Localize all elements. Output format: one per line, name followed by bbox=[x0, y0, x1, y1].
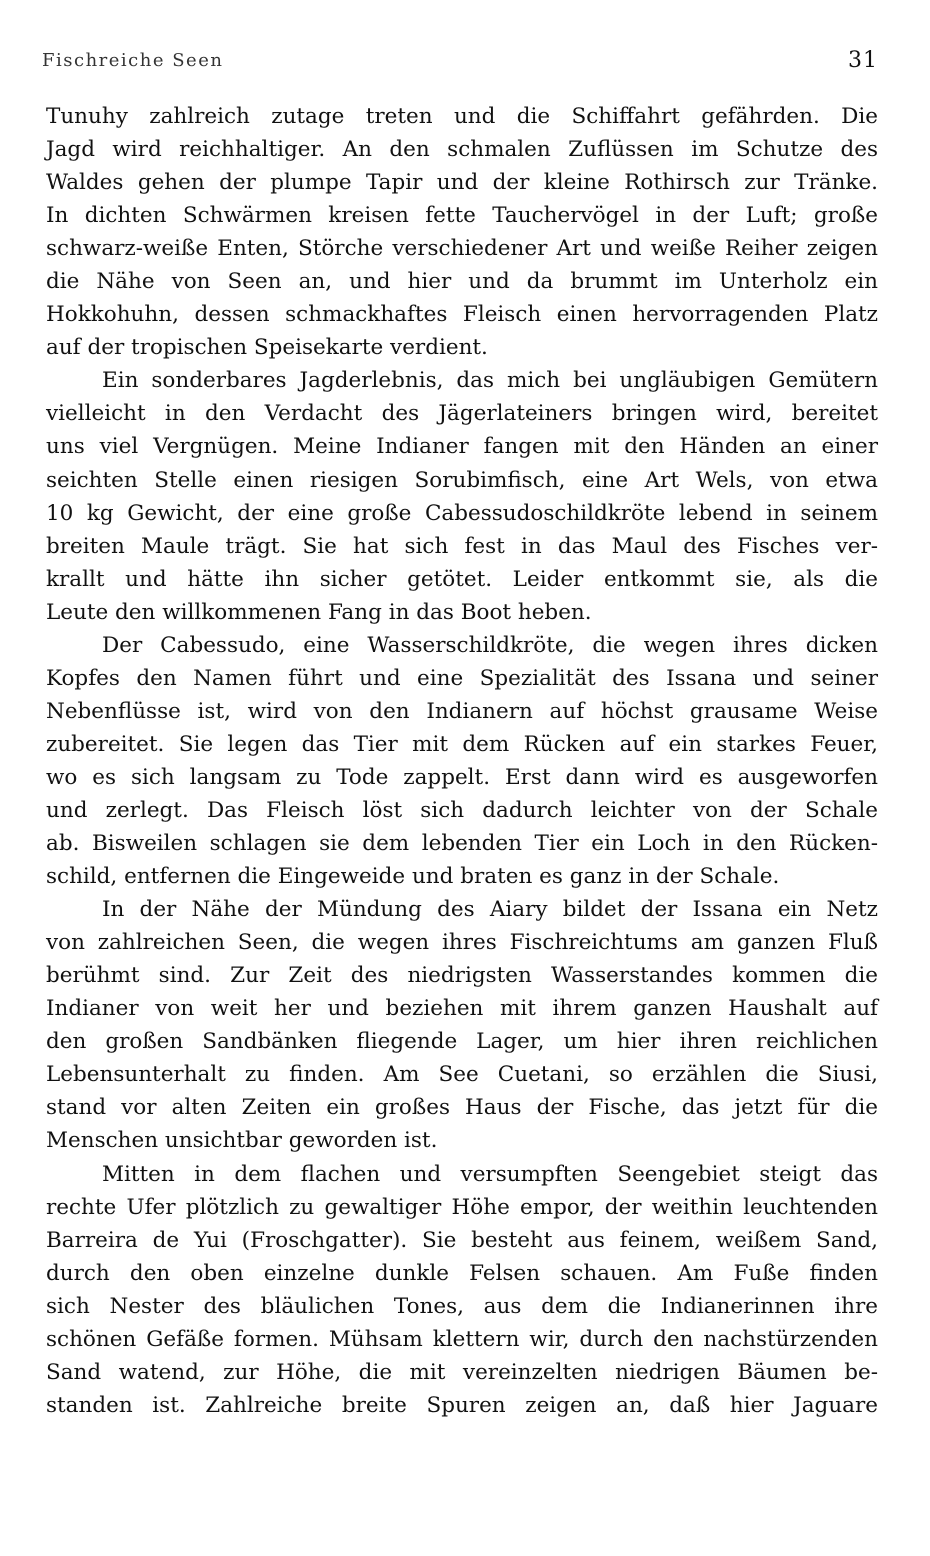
text-line: Tunuhy zahlreich zutage treten und die Schiffahrt gefährden. Die bbox=[46, 104, 878, 129]
text-line: schönen Gefäße formen. Mühsam klettern wir, durch den nachstürzenden bbox=[46, 1326, 878, 1352]
text-line: vielleicht in den Verdacht des Jägerlateiners bringen wird, bereitet bbox=[46, 401, 878, 427]
text-line: standen ist. Zahlreiche breite Spuren zeigen an, daß hier Jaguare bbox=[46, 1392, 878, 1418]
text-line: Indianer von weit her und beziehen mit ihrem ganzen Haushalt auf bbox=[46, 996, 878, 1022]
text-line: Menschen unsichtbar geworden ist. bbox=[46, 1128, 438, 1154]
text-line: schild, entfernen die Eingeweide und braten es ganz in der Schale. bbox=[46, 864, 780, 890]
text-line: Waldes gehen der plumpe Tapir und der kleine Rothirsch zur Tränke. bbox=[46, 170, 878, 196]
text-line: sich Nester des bläulichen Tones, aus dem die Indianerinnen ihre bbox=[46, 1293, 878, 1319]
paragraph bbox=[46, 1158, 878, 1422]
text-line: die Nähe von Seen an, und hier und da brummt im Unterholz ein bbox=[46, 269, 878, 295]
paragraph bbox=[46, 893, 878, 1157]
text-line: von zahlreichen Seen, die wegen ihres Fischreichtums am ganzen Fluß bbox=[46, 930, 878, 956]
text-line: schwarz-weiße Enten, Störche verschiedener Art und weiße Reiher zeigen bbox=[46, 236, 878, 262]
text-line: zubereitet. Sie legen das Tier mit dem Rücken auf ein starkes Feuer, bbox=[46, 731, 878, 757]
text-line: In der Nähe der Mündung des Aiary bildet der Issana ein Netz bbox=[102, 897, 878, 923]
text-line: Sand watend, zur Höhe, die mit vereinzelten niedrigen Bäumen be- bbox=[46, 1359, 878, 1385]
text-line: rechte Ufer plötzlich zu gewaltiger Höhe empor, der weithin leuchtenden bbox=[46, 1194, 878, 1220]
running-head-title: Fischreiche Seen bbox=[42, 50, 224, 71]
text-line: Hokkohuhn, dessen schmackhaftes Fleisch einen hervorragenden Platz bbox=[46, 302, 878, 328]
text-line: wo es sich langsam zu Tode zappelt. Erst dann wird es ausgeworfen bbox=[46, 764, 878, 790]
text-line: Leute den willkommenen Fang in das Boot heben. bbox=[46, 599, 592, 625]
text-line: und zerlegt. Das Fleisch löst sich dadurch leichter von der Schale bbox=[46, 797, 878, 823]
text-line: ab. Bisweilen schlagen sie dem lebenden Tier ein Loch in den Rücken- bbox=[46, 831, 878, 857]
text-line: Mitten in dem flachen und versumpften Seengebiet steigt das bbox=[102, 1161, 878, 1187]
text-line: Barreira de Yui (Froschgatter). Sie besteht aus feinem, weißem Sand, bbox=[46, 1227, 878, 1253]
paragraph bbox=[46, 100, 878, 364]
text-line: krallt und hätte ihn sicher getötet. Leider entkommt sie, als die bbox=[46, 566, 878, 592]
text-line: auf der tropischen Speisekarte verdient. bbox=[46, 335, 488, 361]
text-line: Kopfes den Namen führt und eine Spezialität des Issana und seiner bbox=[46, 665, 878, 691]
text-line: uns viel Vergnügen. Meine Indianer fangen mit den Händen an einer bbox=[46, 434, 878, 460]
text-line: Der Cabessudo, eine Wasserschildkröte, die wegen ihres dicken bbox=[102, 632, 878, 658]
text-line: durch den oben einzelne dunkle Felsen schauen. Am Fuße finden bbox=[46, 1260, 878, 1286]
paragraph bbox=[46, 364, 878, 628]
text-line: berühmt sind. Zur Zeit des niedrigsten Wasserstandes kommen die bbox=[46, 963, 878, 989]
text-line: In dichten Schwärmen kreisen fette Tauchervögel in der Luft; große bbox=[46, 203, 878, 229]
text-line: breiten Maule trägt. Sie hat sich fest in das Maul des Fisches ver- bbox=[46, 533, 878, 559]
text-line: den großen Sandbänken fliegende Lager, um hier ihren reichlichen bbox=[46, 1029, 878, 1055]
text-line: 10 kg Gewicht, der eine große Cabessudoschildkröte lebend in seinem bbox=[46, 500, 878, 526]
text-line: Lebensunterhalt zu finden. Am See Cuetani, so erzählen die Siusi, bbox=[46, 1062, 878, 1088]
page-number: 31 bbox=[848, 48, 878, 73]
text-line: Nebenflüsse ist, wird von den Indianern auf höchst grausame Weise bbox=[46, 698, 878, 724]
paragraph bbox=[46, 629, 878, 893]
text-line: Ein sonderbares Jagderlebnis, das mich bei ungläubigen Gemütern bbox=[102, 368, 878, 394]
running-head bbox=[42, 44, 878, 80]
body-text bbox=[46, 100, 878, 1422]
text-line: seichten Stelle einen riesigen Sorubimfisch, eine Art Wels, von etwa bbox=[46, 467, 878, 493]
text-line: stand vor alten Zeiten ein großes Haus der Fische, das jetzt für die bbox=[46, 1095, 878, 1121]
text-line: Jagd wird reichhaltiger. An den schmalen Zuflüssen im Schutze des bbox=[46, 137, 878, 163]
